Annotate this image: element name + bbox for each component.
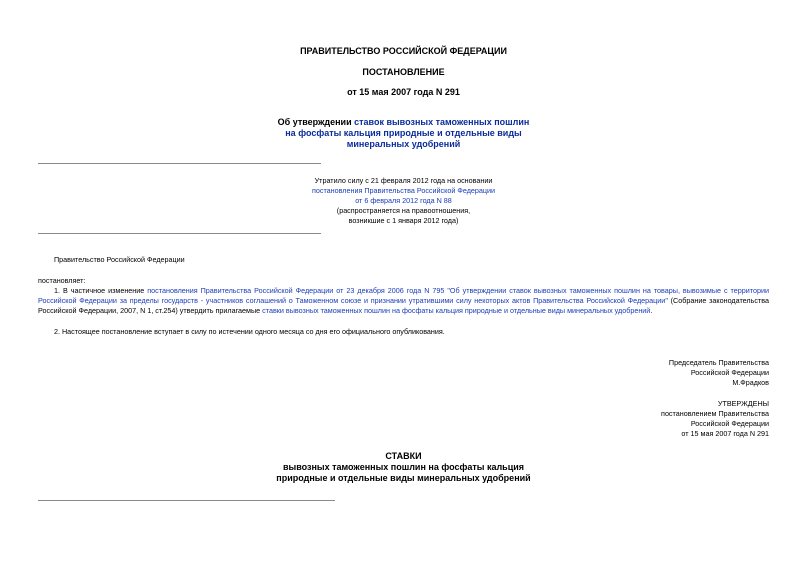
status-line-4: (распространяется на правоотношения, [336,206,471,215]
signature-line-2: Российской Федерации [690,368,769,377]
title-line-1 [0,117,807,128]
link-decree-795[interactable]: постановления Правительства Российской Федерации от 23 декабря 2006 года N 795 "Об утверждении ставок вывозных таможенных пошлин на товары, вывозимые с территории Российской Федерации за пределы государств - участников соглашений о Таможенном союзе и признании утратившими силу некоторых актов Правительства Российской Федерации" [38,286,770,305]
annex-subtitle-2: природные и отдельные виды минеральных удобрений [276,473,531,483]
paragraph-1-end: . [650,306,653,315]
status-note [245,176,562,226]
title-link-part-2[interactable]: на фосфаты кальция природные и отдельные виды [285,128,522,138]
annex-title: СТАВКИ [385,451,422,461]
divider-3 [38,500,335,501]
government-name: ПРАВИТЕЛЬСТВО РОССИЙСКОЙ ФЕДЕРАЦИИ [300,46,507,56]
paragraph-1-mid: (Собрание законодательства Российской Федерации, 2007, N 1, ст.254) утвердить прилагаемые [38,296,769,315]
signature-line-1: Председатель Правительства [668,358,769,367]
document-title [0,117,807,150]
paragraph-2: 2. Настоящее постановление вступает в силу по истечении одного месяца со дня его официального опубликования. [54,327,445,336]
title-prefix: Об утверждении [277,117,355,127]
title-link-part-3[interactable]: минеральных удобрений [346,139,461,149]
annex-subtitle-1: вывозных таможенных пошлин на фосфаты кальция [282,462,525,472]
status-line-5: возникшие с 1 января 2012 года) [348,216,459,225]
divider-2 [38,233,321,234]
approval-line-3: Российской Федерации [690,419,769,428]
paragraph-1 [38,286,769,316]
approval-line-2: постановлением Правительства [661,409,769,418]
issuer: Правительство Российской Федерации [54,255,185,264]
signature-line-3: М.Фрадков [732,378,769,387]
document-type: ПОСТАНОВЛЕНИЕ [362,67,445,77]
status-link-decree[interactable]: постановления Правительства Российской Федерации [311,186,496,195]
link-annex-rates[interactable]: ставки вывозных таможенных пошлин на фосфаты кальция природные и отдельные виды минеральных удобрений [262,306,651,315]
status-link-decree-date[interactable]: от 6 февраля 2012 года N 88 [355,196,452,205]
approval-block [560,399,769,439]
approval-line-4: от 15 мая 2007 года N 291 [681,429,769,438]
signature-block [560,358,769,388]
status-line-1: Утратило силу с 21 февраля 2012 года на основании [314,176,493,185]
approval-line-1: УТВЕРЖДЕНЫ [717,399,769,408]
title-link-part-1[interactable]: ставок вывозных таможенных пошлин [354,117,530,127]
divider-1 [38,163,321,164]
paragraph-1-start: 1. В частичное изменение [54,286,148,295]
decrees-word: постановляет: [38,276,86,285]
annex-heading [0,451,807,484]
document-date-number: от 15 мая 2007 года N 291 [347,87,460,97]
